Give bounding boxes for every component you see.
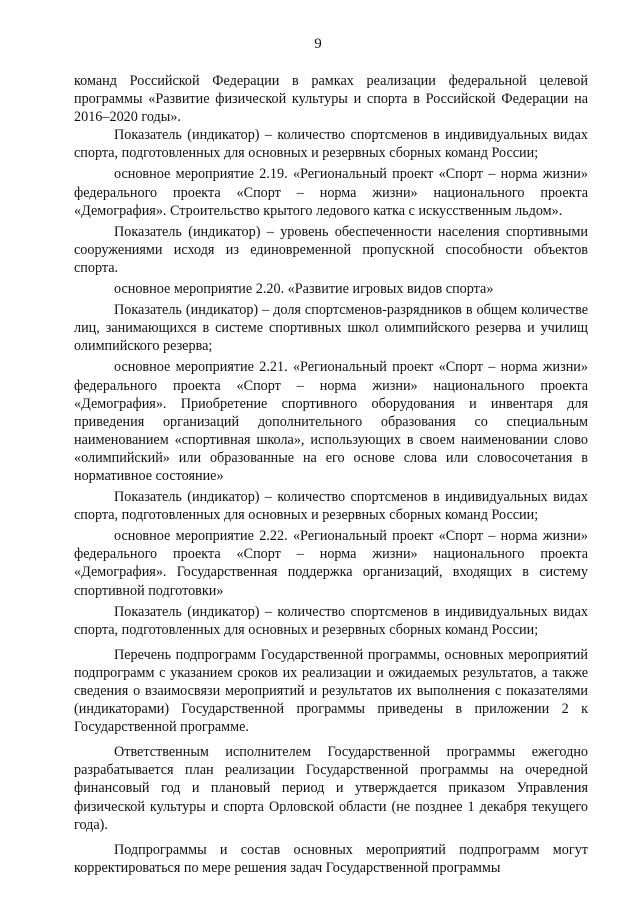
- paragraph-measure-2-22: основное мероприятие 2.22. «Региональный проект «Спорт – норма жизни» федерального проекта «Спорт – норма жизни» национального проекта «Демография». Государственная поддержка организаций, входящих в систему спортивной подготовки»: [74, 528, 588, 599]
- paragraph-indicator-1: Показатель (индикатор) – количество спортсменов в индивидуальных видах спорта, подготовленных для основных и резервных сборных команд России;: [74, 127, 588, 162]
- paragraph-measure-2-19: основное мероприятие 2.19. «Региональный проект «Спорт – норма жизни» федерального проекта «Спорт – норма жизни» национального проекта «Демография». Строительство крытого ледового катка с искусственным льдом».: [74, 166, 588, 219]
- document-body: [74, 72, 588, 877]
- paragraph-measure-2-21: основное мероприятие 2.21. «Региональный проект «Спорт – норма жизни» федерального проекта «Спорт – норма жизни» национального проекта «Демография». Приобретение спортивного оборудования и инвентаря для приведения организаций дополнительного образования со специальным наименованием «спортивная школа», использующих в своем наименовании слово «олимпийский» или образованные на его основе слова или словосочетания в нормативное состояние»: [74, 359, 588, 484]
- paragraph-subprogram-list: Перечень подпрограмм Государственной программы, основных мероприятий подпрограмм с указанием сроков их реализации и ожидаемых результатов, а также сведения о взаимосвязи мероприятий и результатов их выполнения с показателями (индикаторами) Государственной программы приведены в приложении 2 к Государственной программе.: [74, 646, 588, 736]
- paragraph-adjustment: Подпрограммы и состав основных мероприятий подпрограмм могут корректироваться по мере решения задач Государственной программы: [74, 841, 588, 876]
- paragraph-indicator-3: Показатель (индикатор) – доля спортсменов-разрядников в общем количестве лиц, занимающихся в системе спортивных школ олимпийского резерва и училищ олимпийского резерва;: [74, 302, 588, 355]
- page-number: 9: [314, 36, 322, 52]
- paragraph-indicator-4: Показатель (индикатор) – количество спортсменов в индивидуальных видах спорта, подготовленных для основных и резервных сборных команд России;: [74, 489, 588, 524]
- paragraph-continuation: команд Российской Федерации в рамках реализации федеральной целевой программы «Развитие физической культуры и спорта в Российской Федерации на 2016–2020 годы».: [74, 73, 588, 126]
- paragraph-indicator-2: Показатель (индикатор) – уровень обеспеченности населения спортивными сооружениями исходя из единовременной пропускной способности объектов спорта.: [74, 223, 588, 276]
- paragraph-measure-2-20: основное мероприятие 2.20. «Развитие игровых видов спорта»: [114, 281, 494, 298]
- paragraph-implementation-plan: Ответственным исполнителем Государственной программы ежегодно разрабатывается план реализации Государственной программы на очередной финансовый год и плановый период и утверждается приказом Управления физической культуры и спорта Орловской области (не позднее 1 декабря текущего года).: [74, 744, 588, 833]
- paragraph-indicator-5: Показатель (индикатор) – количество спортсменов в индивидуальных видах спорта, подготовленных для основных и резервных сборных команд России;: [74, 603, 588, 638]
